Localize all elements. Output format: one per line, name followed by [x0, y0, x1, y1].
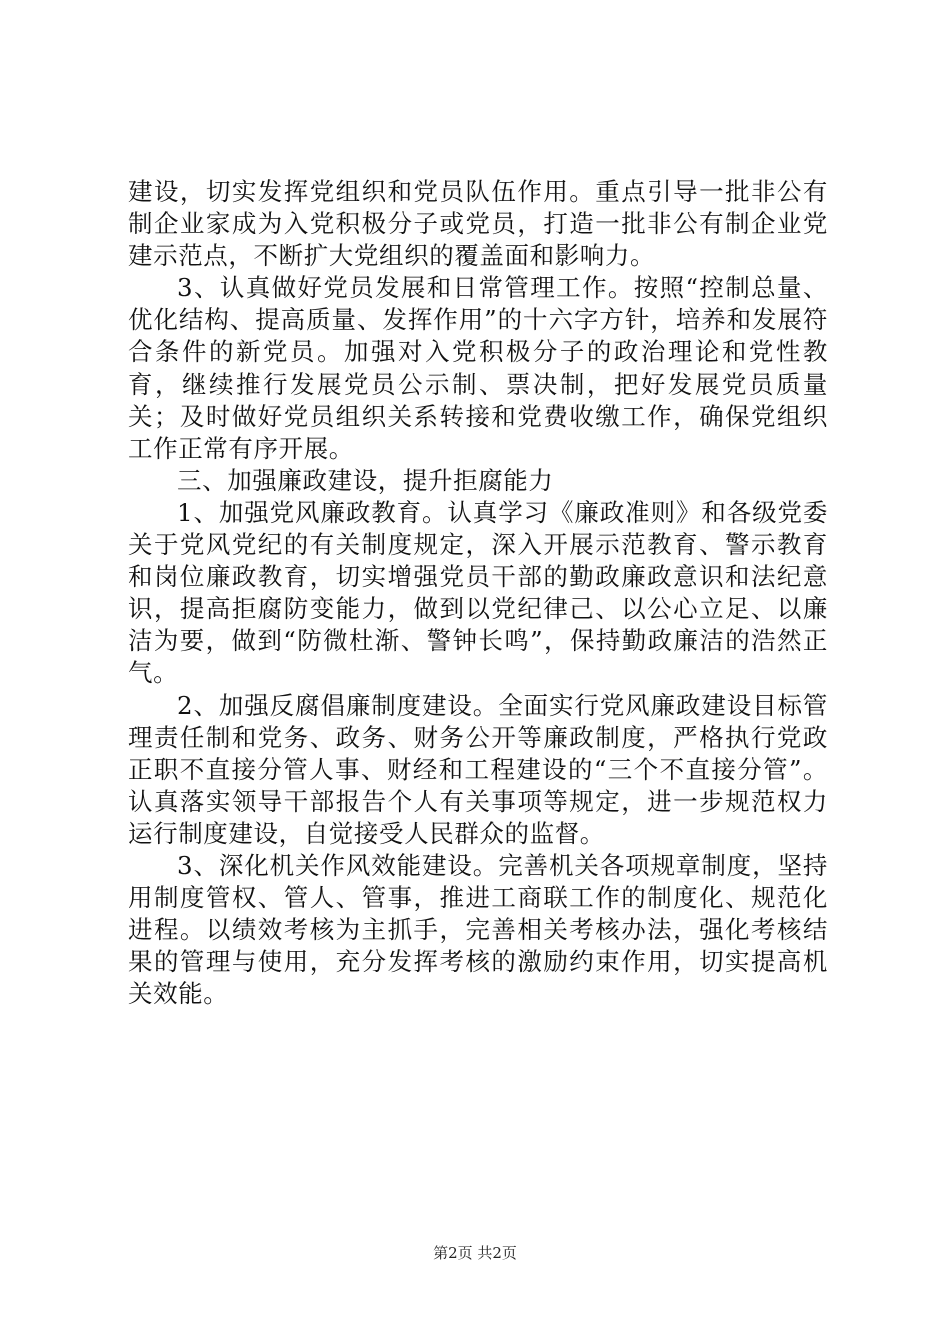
paragraph-party-member-development: 3、认真做好党员发展和日常管理工作。按照“控制总量、优化结构、提高质量、发挥作用”的十六字方针，培养和发展符合条件的新党员。加强对入党积极分子的政治理论和党性教育，继续推行发展党员公示制、票决制，把好发展党员质量关；及时做好党员组织关系转接和党费收缴工作，确保党组织工作正常有序开展。: [128, 273, 828, 463]
paragraph-work-style-efficiency: 3、深化机关作风效能建设。完善机关各项规章制度，坚持用制度管权、管人、管事，推进工商联工作的制度化、规范化进程。以绩效考核为主抓手，完善相关考核办法，强化考核结果的管理与使用，充分发挥考核的激励约束作用，切实提高机关效能。: [128, 850, 828, 1009]
paragraph-continuation: 建设，切实发挥党组织和党员队伍作用。重点引导一批非公有制企业家成为入党积极分子或党员，打造一批非公有制企业党建示范点，不断扩大党组织的覆盖面和影响力。: [128, 177, 828, 271]
page-number-footer: 第2页 共2页: [433, 1244, 517, 1262]
section-heading-integrity: 三、加强廉政建设，提升拒腐能力: [177, 465, 554, 495]
document-body: [128, 176, 828, 1010]
paragraph-integrity-education: 1、加强党风廉政教育。认真学习《廉政准则》和各级党委关于党风党纪的有关制度规定，深入开展示范教育、警示教育和岗位廉政教育，切实增强党员干部的勤政廉政意识和法纪意识，提高拒腐防变能力，做到以党纪律己、以公心立足、以廉洁为要，做到“防微杜渐、警钟长鸣”，保持勤政廉洁的浩然正气。: [128, 497, 828, 688]
paragraph-anti-corruption-system: 2、加强反腐倡廉制度建设。全面实行党风廉政建设目标管理责任制和党务、政务、财务公开等廉政制度，严格执行党政正职不直接分管人事、财经和工程建设的“三个不直接分管”。认真落实领导干部报告个人有关事项等规定，进一步规范权力运行制度建设，自觉接受人民群众的监督。: [128, 690, 828, 848]
